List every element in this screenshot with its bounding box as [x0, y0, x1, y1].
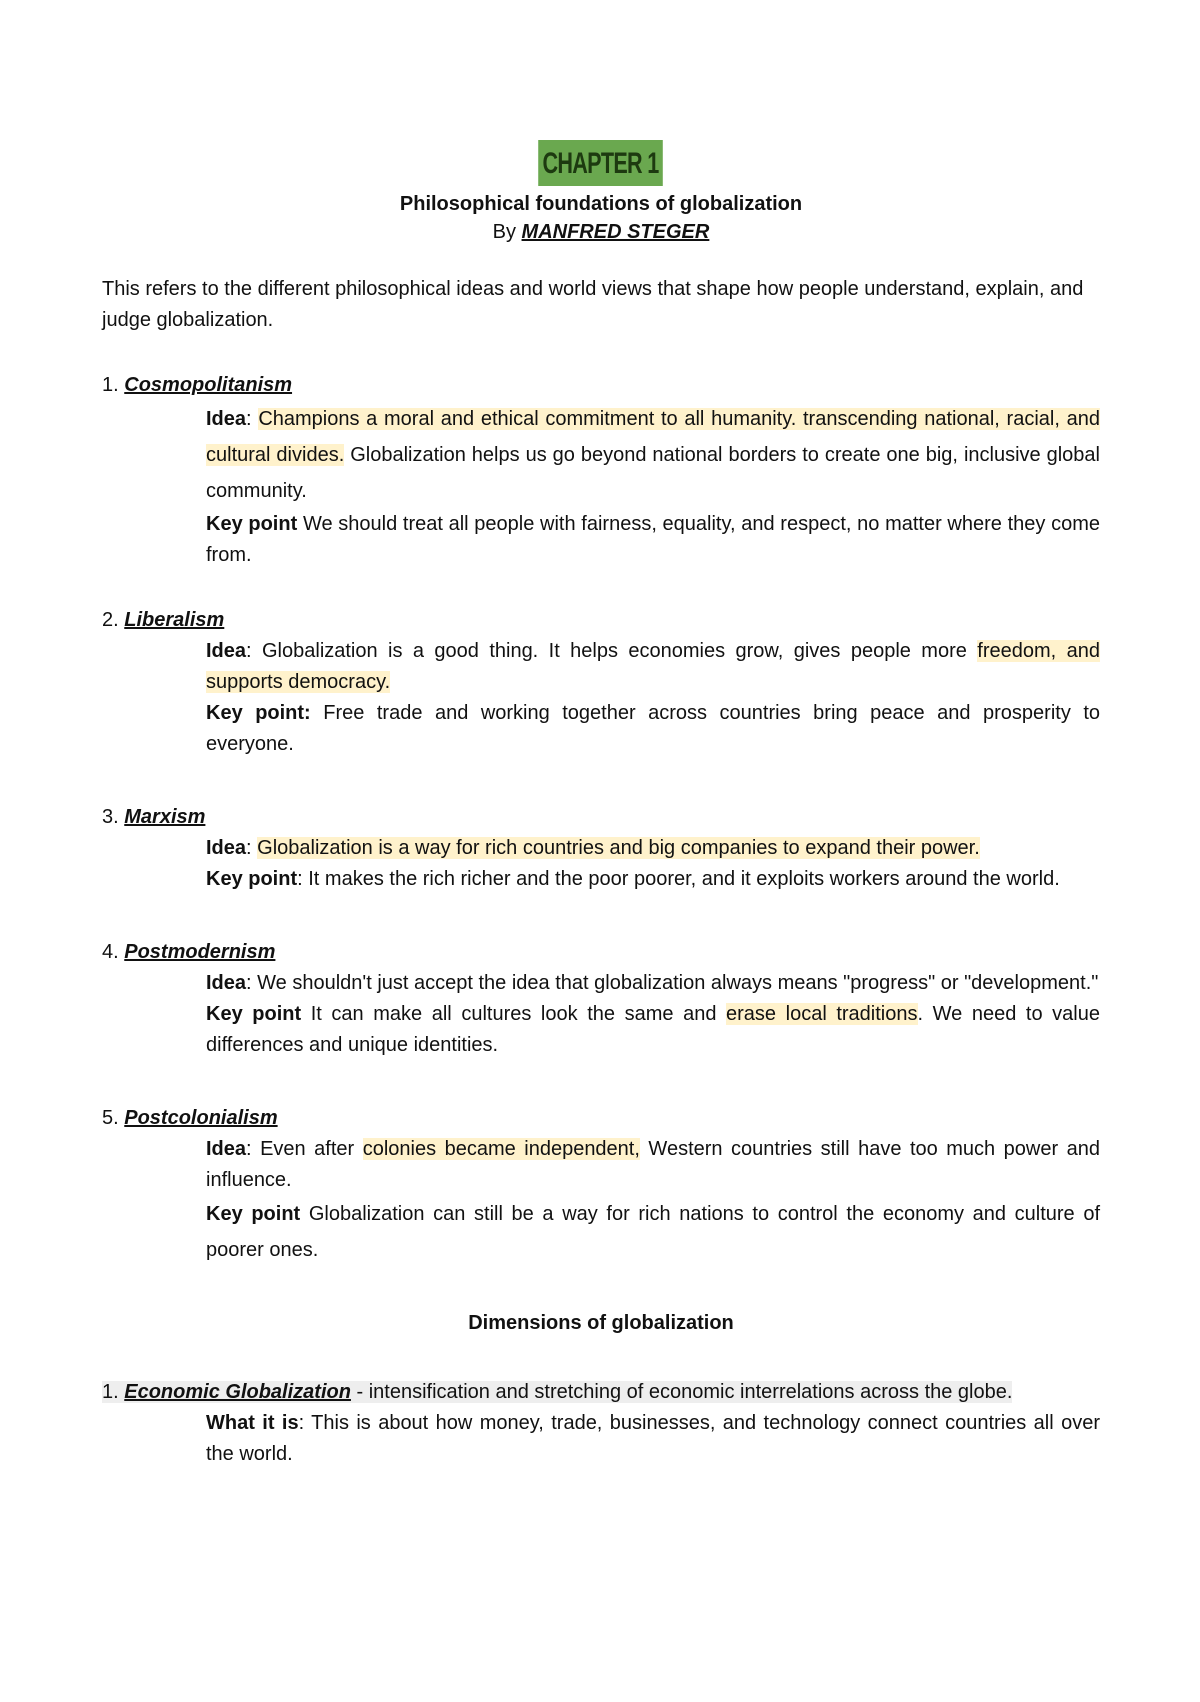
item-heading [102, 937, 1100, 968]
idea-text: Even after [260, 1138, 363, 1160]
item-number: 2. [102, 609, 119, 631]
highlighted-text: colonies became independent, [362, 1138, 640, 1160]
item-number: 1. [102, 374, 119, 396]
idea-separator: : [246, 640, 262, 662]
what-it-is [206, 1408, 1100, 1470]
item-key-point [206, 864, 1100, 895]
highlighted-text: freedom, and supports democracy. [206, 640, 1100, 693]
highlighted-text: Champions a moral and ethical commitment to all humanity. transcending national, racial, and cultural divides. [206, 408, 1100, 466]
highlighted-text: erase local traditions [726, 1003, 918, 1025]
idea-text: We shouldn't just accept the idea that globalization always means "progress" or "development." [257, 972, 1099, 994]
key-point-label: Key point [206, 1203, 301, 1225]
item-heading [102, 370, 1100, 401]
item-heading [102, 1103, 1100, 1134]
key-point-text-rest: . We need to value differences and unique identities. [206, 1003, 1100, 1056]
idea-separator: : [246, 837, 258, 859]
key-separator [311, 702, 324, 724]
key-point-label: Key point: [206, 702, 311, 724]
economic-definition [102, 1377, 1100, 1408]
item-number: 5. [102, 1107, 119, 1129]
document-subtitle: Philosophical foundations of globalization [399, 193, 803, 215]
byline [102, 218, 1100, 246]
item-key-point [206, 1196, 1100, 1268]
list-item-liberalism [102, 605, 1100, 760]
byline-prefix: By [492, 221, 522, 243]
key-separator [301, 1003, 311, 1025]
key-point-text: Free trade and working together across countries bring peace and prosperity to everyone. [206, 702, 1101, 755]
key-separator [300, 1203, 309, 1225]
list-item-cosmopolitanism [102, 370, 1100, 571]
chapter-header [102, 140, 1100, 186]
idea-text: Globalization helps us go beyond national borders to create one big, inclusive global community. [206, 444, 1100, 502]
key-point-label: Key point [206, 513, 298, 535]
key-point-label: Key point [206, 1003, 302, 1025]
key-point-text: It makes the rich richer and the poor poorer, and it exploits workers around the world. [308, 868, 1060, 890]
item-heading [102, 802, 1100, 833]
item-heading [102, 605, 1100, 636]
item-term: Economic Globalization [124, 1381, 351, 1403]
idea-label: Idea [206, 972, 247, 994]
item-term: Cosmopolitanism [124, 374, 293, 396]
idea-text-rest: Western countries still have too much power and influence. [206, 1138, 1101, 1191]
what-it-is-label: What it is [206, 1412, 299, 1434]
author-name: MANFRED STEGER [521, 221, 710, 243]
key-separator: : [297, 868, 309, 890]
idea-label: Idea [206, 408, 247, 430]
key-point-text: We should treat all people with fairness, equality, and respect, no matter where they come from. [206, 513, 1100, 566]
idea-text: Globalization is a good thing. It helps economies grow, gives people more [262, 640, 978, 662]
idea-separator: : [246, 972, 258, 994]
item-idea [206, 833, 1100, 864]
item-number: 4. [102, 941, 119, 963]
idea-separator: : [246, 408, 259, 430]
item-term: Postcolonialism [124, 1107, 278, 1129]
item-key-point [206, 509, 1100, 571]
item-idea [206, 636, 1100, 698]
chapter-badge: CHAPTER 1 [539, 140, 664, 186]
definition-text: - intensification and stretching of economic interrelations across the globe. [350, 1381, 1013, 1403]
idea-label: Idea [206, 837, 247, 859]
item-number: 3. [102, 806, 119, 828]
idea-label: Idea [206, 640, 247, 662]
intro-paragraph: This refers to the different philosophical ideas and world views that shape how people understand, explain, and judge globalization. [102, 278, 1084, 331]
key-point-text: Globalization can still be a way for rich nations to control the economy and culture of poorer ones. [206, 1203, 1100, 1261]
item-idea [206, 401, 1100, 509]
item-term: Liberalism [124, 609, 225, 631]
item-key-point [206, 698, 1100, 760]
highlighted-text: Globalization is a way for rich countries and big companies to expand their power. [257, 837, 980, 859]
idea-label: Idea [206, 1138, 247, 1160]
list-item-postmodernism [102, 937, 1100, 1061]
what-separator: : [298, 1412, 312, 1434]
list-item-marxism [102, 802, 1100, 895]
item-key-point [206, 999, 1100, 1061]
idea-separator: : [246, 1138, 261, 1160]
what-it-is-text: This is about how money, trade, businesses, and technology connect countries all over the world. [206, 1412, 1100, 1465]
item-idea [206, 1134, 1100, 1196]
item-number: 1. [102, 1381, 119, 1403]
item-idea [206, 968, 1100, 999]
list-item-economic-globalization [102, 1377, 1100, 1470]
section-heading-dimensions: Dimensions of globalization [468, 1312, 734, 1334]
item-term: Marxism [124, 806, 206, 828]
key-point-label: Key point [206, 868, 298, 890]
list-item-postcolonialism [102, 1103, 1100, 1268]
key-point-text: It can make all cultures look the same and [310, 1003, 727, 1025]
item-term: Postmodernism [124, 941, 276, 963]
